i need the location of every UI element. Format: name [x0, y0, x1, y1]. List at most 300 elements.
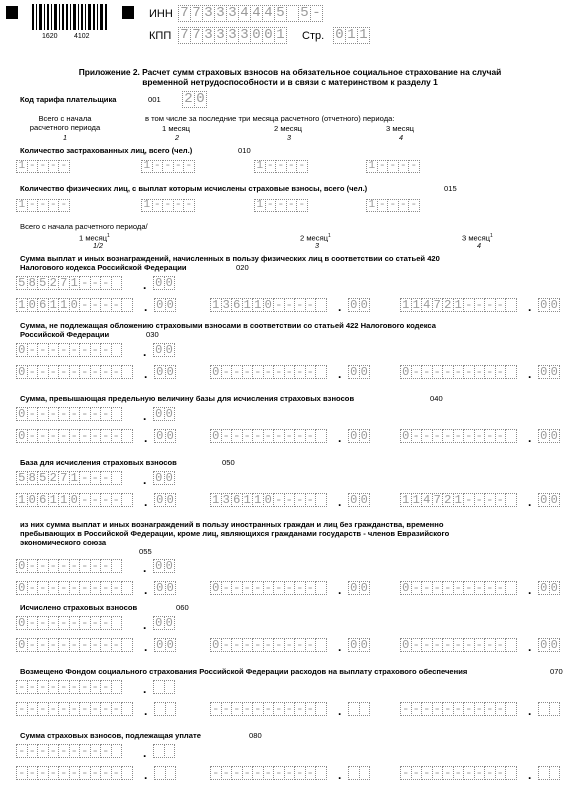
char-cell: -	[48, 616, 60, 630]
char-cell: -	[421, 581, 433, 595]
char-cell: -	[100, 471, 112, 485]
char-cell: 1	[16, 493, 28, 507]
char-cell: 0	[16, 365, 28, 379]
line-050-code: 050	[222, 458, 235, 467]
line-055-month-2-field[interactable]	[210, 581, 326, 595]
line-010-month-2-field[interactable]	[254, 160, 307, 173]
char-cell: 1	[366, 160, 378, 173]
char-cell: 1	[69, 276, 81, 290]
line-015-code: 015	[444, 184, 457, 193]
char-cell: -	[111, 581, 123, 595]
char-cell: 1	[400, 493, 412, 507]
char-cell: 0	[538, 493, 550, 507]
char-cell: 0	[549, 581, 561, 595]
char-cell: 7	[178, 5, 191, 22]
char-cell: 0	[538, 638, 550, 652]
line-030-month-2-field[interactable]	[210, 365, 326, 379]
char-cell: -	[252, 702, 264, 716]
char-cell: -	[90, 493, 102, 507]
char-cell: -	[79, 298, 91, 312]
char-cell: -	[242, 581, 254, 595]
char-cell: -	[37, 766, 49, 780]
barcode-graphic	[30, 4, 110, 30]
char-cell	[164, 680, 176, 694]
char-cell: -	[69, 766, 81, 780]
line-070-total-field[interactable]	[16, 680, 121, 694]
char-cell: -	[183, 199, 195, 212]
char-cell: -	[90, 680, 102, 694]
inn-field[interactable]	[178, 5, 322, 22]
char-cell: -	[495, 365, 507, 379]
char-cell: -	[263, 766, 275, 780]
line-030-month-1-kopecks-field[interactable]	[154, 365, 175, 379]
line-040-month-1-kopecks-field[interactable]	[154, 429, 175, 443]
char-cell: 0	[549, 429, 561, 443]
line-030-label-1: Сумма, не подлежащая обложению страховыми взносами в соответствии со статьей 422 Налогового кодекса	[20, 321, 436, 330]
char-cell: 0	[16, 407, 28, 421]
char-cell: -	[474, 581, 486, 595]
char-cell	[505, 638, 517, 652]
char-cell: -	[48, 559, 60, 573]
char-cell	[111, 559, 123, 573]
line-020-month-2-field[interactable]	[210, 298, 326, 312]
line-060-month-2-kopecks-field[interactable]	[348, 638, 369, 652]
char-cell: -	[58, 160, 70, 173]
char-cell: 0	[549, 493, 561, 507]
char-cell: -	[273, 702, 285, 716]
char-cell: 0	[153, 616, 165, 630]
period-total-line-1: Всего с начала	[38, 114, 92, 123]
char-cell: -	[252, 365, 264, 379]
line-055-month-3-field[interactable]	[400, 581, 516, 595]
line-060-month-2-field[interactable]	[210, 638, 326, 652]
char-cell: -	[305, 638, 317, 652]
line-040-month-2-kopecks-field[interactable]	[348, 429, 369, 443]
char-cell: -	[111, 429, 123, 443]
char-cell: 0	[165, 298, 177, 312]
line-015-total-field[interactable]	[16, 199, 69, 212]
char-cell: 1	[242, 298, 254, 312]
char-cell: -	[484, 365, 496, 379]
line-050-month-3-kopecks-field[interactable]	[538, 493, 559, 507]
char-cell: -	[463, 493, 475, 507]
char-cell: -	[100, 581, 112, 595]
title-line-1: Приложение 2. Расчет сумм страховых взносов на обязательное социальное страхование на случай	[78, 67, 502, 77]
char-cell: 1	[453, 298, 465, 312]
char-cell	[121, 766, 133, 780]
line-020-month-1-kopecks-field[interactable]	[154, 298, 175, 312]
char-cell: -	[411, 581, 423, 595]
char-cell: -	[16, 702, 28, 716]
char-cell: 0	[154, 638, 166, 652]
char-cell	[111, 680, 123, 694]
char-cell: -	[305, 493, 317, 507]
kpp-field[interactable]	[178, 27, 286, 44]
char-cell: 1	[411, 493, 423, 507]
char-cell: -	[432, 766, 444, 780]
char-cell: 0	[348, 429, 360, 443]
char-cell: -	[411, 365, 423, 379]
char-cell: -	[210, 766, 222, 780]
char-cell: -	[69, 744, 81, 758]
line-080-code: 080	[249, 731, 262, 740]
char-cell: -	[273, 766, 285, 780]
char-cell: -	[48, 160, 60, 173]
char-cell: -	[27, 680, 39, 694]
line-070-month-2-kopecks-field[interactable]	[348, 702, 369, 716]
char-cell: -	[408, 160, 420, 173]
char-cell: -	[484, 638, 496, 652]
line-030-month-2-kopecks-field[interactable]	[348, 365, 369, 379]
line-070-total-kopecks-field[interactable]	[153, 680, 174, 694]
char-cell: -	[37, 744, 49, 758]
line-055-label-3: экономического союза	[20, 538, 107, 547]
char-cell: -	[48, 766, 60, 780]
char-cell: -	[284, 581, 296, 595]
char-cell: 6	[231, 298, 243, 312]
decimal-point: .	[528, 495, 532, 509]
line-055-total-kopecks-field[interactable]	[153, 559, 174, 573]
char-cell: 0	[210, 638, 222, 652]
char-cell: -	[48, 429, 60, 443]
char-cell: 0	[400, 365, 412, 379]
char-cell: 0	[210, 429, 222, 443]
char-cell: -	[463, 766, 475, 780]
period2-month-1-sup: 1	[107, 233, 110, 239]
char-cell: -	[27, 199, 39, 212]
char-cell	[111, 276, 123, 290]
char-cell: -	[27, 581, 39, 595]
char-cell: 0	[154, 581, 166, 595]
line-040-total-field[interactable]	[16, 407, 121, 421]
char-cell: 4	[421, 493, 433, 507]
char-cell: -	[100, 744, 112, 758]
char-cell: 0	[165, 638, 177, 652]
tariff-field[interactable]	[182, 91, 206, 108]
char-cell: -	[442, 429, 454, 443]
char-cell	[505, 298, 517, 312]
char-cell: -	[284, 493, 296, 507]
line-020-month-3-field[interactable]	[400, 298, 516, 312]
char-cell: -	[58, 616, 70, 630]
char-cell: 1	[58, 493, 70, 507]
char-cell: -	[90, 407, 102, 421]
period2-total-label: Всего с начала расчетного периода/	[20, 222, 148, 231]
char-cell: -	[100, 343, 112, 357]
line-030-month-1-field[interactable]	[16, 365, 132, 379]
char-cell: 1	[69, 471, 81, 485]
line-080-month-1-field[interactable]	[16, 766, 132, 780]
char-cell: 0	[165, 581, 177, 595]
decimal-point: .	[144, 640, 148, 654]
line-020-month-3-kopecks-field[interactable]	[538, 298, 559, 312]
char-cell: -	[37, 429, 49, 443]
col-num-2: 2	[175, 133, 179, 142]
char-cell: -	[79, 638, 91, 652]
line-080-month-2-kopecks-field[interactable]	[348, 766, 369, 780]
char-cell: 0	[154, 429, 166, 443]
line-030-total-field[interactable]	[16, 343, 121, 357]
line-040-total-kopecks-field[interactable]	[153, 407, 174, 421]
line-055-month-3-kopecks-field[interactable]	[538, 581, 559, 595]
char-cell: 1	[48, 493, 60, 507]
char-cell: -	[58, 766, 70, 780]
char-cell: 5	[274, 5, 287, 22]
char-cell: 1	[366, 199, 378, 212]
char-cell: 1	[254, 199, 266, 212]
char-cell: -	[294, 581, 306, 595]
decimal-point: .	[338, 431, 342, 445]
char-cell	[505, 702, 517, 716]
line-040-month-3-kopecks-field[interactable]	[538, 429, 559, 443]
char-cell	[111, 616, 123, 630]
line-060-total-kopecks-field[interactable]	[153, 616, 174, 630]
char-cell: -	[377, 160, 389, 173]
period2-month-3-text: 3 месяц	[462, 233, 491, 243]
line-050-month-2-kopecks-field[interactable]	[348, 493, 369, 507]
char-cell: -	[90, 766, 102, 780]
char-cell: 6	[37, 493, 49, 507]
line-030-month-3-kopecks-field[interactable]	[538, 365, 559, 379]
line-010-month-1-field[interactable]	[141, 160, 194, 173]
char-cell: -	[100, 429, 112, 443]
col-num-3: 3	[287, 133, 291, 142]
decimal-point: .	[528, 640, 532, 654]
char-cell: -	[305, 702, 317, 716]
line-060-month-1-kopecks-field[interactable]	[154, 638, 175, 652]
char-cell: -	[90, 365, 102, 379]
char-cell: -	[411, 702, 423, 716]
char-cell: -	[79, 702, 91, 716]
char-cell: -	[305, 429, 317, 443]
line-030-month-3-field[interactable]	[400, 365, 516, 379]
char-cell: 4	[238, 5, 251, 22]
char-cell: -	[69, 559, 81, 573]
char-cell: -	[221, 429, 233, 443]
line-055-month-1-field[interactable]	[16, 581, 132, 595]
char-cell: -	[27, 559, 39, 573]
line-020-month-1-field[interactable]	[16, 298, 132, 312]
char-cell: -	[16, 766, 28, 780]
line-055-month-2-kopecks-field[interactable]	[348, 581, 369, 595]
decimal-point: .	[338, 495, 342, 509]
char-cell: -	[432, 638, 444, 652]
line-040-month-1-field[interactable]	[16, 429, 132, 443]
line-050-month-3-field[interactable]	[400, 493, 516, 507]
line-040-month-2-field[interactable]	[210, 429, 326, 443]
char-cell: 4	[250, 5, 263, 22]
char-cell: -	[265, 160, 277, 173]
char-cell: -	[79, 616, 91, 630]
char-cell: -	[16, 680, 28, 694]
period2-month-2-sup: 1	[328, 233, 331, 239]
char-cell: -	[27, 407, 39, 421]
line-080-month-3-kopecks-field[interactable]	[538, 766, 559, 780]
line-030-total-kopecks-field[interactable]	[153, 343, 174, 357]
line-020-total-kopecks-field[interactable]	[153, 276, 174, 290]
line-020-total-field[interactable]	[16, 276, 121, 290]
barcode	[30, 4, 110, 30]
char-cell: -	[221, 766, 233, 780]
char-cell: -	[37, 702, 49, 716]
char-cell: 7	[432, 493, 444, 507]
char-cell	[121, 638, 133, 652]
line-070-month-1-field[interactable]	[16, 702, 132, 716]
decimal-point: .	[338, 640, 342, 654]
char-cell: -	[421, 365, 433, 379]
line-080-total-kopecks-field[interactable]	[153, 744, 174, 758]
char-cell: -	[100, 702, 112, 716]
char-cell: -	[453, 429, 465, 443]
line-060-total-field[interactable]	[16, 616, 121, 630]
char-cell: -	[453, 365, 465, 379]
char-cell: -	[90, 638, 102, 652]
col-num-1: 1	[63, 133, 67, 142]
char-cell: -	[90, 702, 102, 716]
line-040-month-3-field[interactable]	[400, 429, 516, 443]
char-cell: -	[432, 365, 444, 379]
line-010-month-3-field[interactable]	[366, 160, 419, 173]
char-cell: -	[37, 365, 49, 379]
line-070-month-3-field[interactable]	[400, 702, 516, 716]
barcode-number-right: 4102	[74, 33, 90, 40]
barcode-number-left: 1620	[42, 33, 58, 40]
char-cell: 0	[549, 365, 561, 379]
line-020-month-2-kopecks-field[interactable]	[348, 298, 369, 312]
char-cell: -	[400, 702, 412, 716]
decimal-point: .	[144, 300, 148, 314]
char-cell	[315, 365, 327, 379]
line-050-month-1-kopecks-field[interactable]	[154, 493, 175, 507]
char-cell: 6	[37, 298, 49, 312]
line-070-month-2-field[interactable]	[210, 702, 326, 716]
char-cell: -	[69, 429, 81, 443]
line-015-month-1-field[interactable]	[141, 199, 194, 212]
line-015-month-2-field[interactable]	[254, 199, 307, 212]
char-cell: 0	[250, 27, 263, 44]
char-cell: 1	[16, 160, 28, 173]
char-cell: -	[242, 638, 254, 652]
char-cell: -	[284, 365, 296, 379]
char-cell: 0	[538, 429, 550, 443]
page-field[interactable]	[333, 27, 369, 44]
char-cell: 0	[16, 616, 28, 630]
line-050-month-2-field[interactable]	[210, 493, 326, 507]
char-cell: 4	[262, 5, 275, 22]
char-cell: -	[173, 199, 185, 212]
line-080-month-1-kopecks-field[interactable]	[154, 766, 175, 780]
char-cell: 0	[210, 365, 222, 379]
line-010-label: Количество застрахованных лиц, всего (чел.)	[20, 146, 193, 155]
char-cell: -	[100, 616, 112, 630]
char-cell: -	[495, 702, 507, 716]
decimal-point: .	[528, 300, 532, 314]
char-cell	[549, 702, 561, 716]
char-cell: -	[221, 581, 233, 595]
char-cell: -	[100, 365, 112, 379]
char-cell: -	[474, 766, 486, 780]
line-010-total-field[interactable]	[16, 160, 69, 173]
line-050-month-1-field[interactable]	[16, 493, 132, 507]
char-cell: -	[242, 702, 254, 716]
decimal-point: .	[144, 583, 148, 597]
char-cell: 0	[549, 298, 561, 312]
char-cell: 0	[27, 493, 39, 507]
decimal-point: .	[528, 431, 532, 445]
line-060-month-3-field[interactable]	[400, 638, 516, 652]
line-080-month-2-field[interactable]	[210, 766, 326, 780]
char-cell: -	[421, 766, 433, 780]
line-055-total-field[interactable]	[16, 559, 121, 573]
char-cell: -	[27, 638, 39, 652]
char-cell: -	[58, 343, 70, 357]
char-cell: 3	[202, 27, 215, 44]
char-cell: -	[231, 365, 243, 379]
char-cell	[315, 766, 327, 780]
line-050-total-kopecks-field[interactable]	[153, 471, 174, 485]
line-080-total-field[interactable]	[16, 744, 121, 758]
char-cell: -	[484, 429, 496, 443]
char-cell: 0	[348, 493, 360, 507]
char-cell: -	[162, 199, 174, 212]
char-cell: -	[411, 638, 423, 652]
period2-month-3-sup: 1	[490, 233, 493, 239]
char-cell	[121, 298, 133, 312]
line-015-month-3-field[interactable]	[366, 199, 419, 212]
line-060-month-1-field[interactable]	[16, 638, 132, 652]
char-cell: -	[48, 199, 60, 212]
char-cell: -	[484, 581, 496, 595]
line-040-code: 040	[430, 394, 443, 403]
line-020-code: 020	[236, 263, 249, 272]
char-cell: -	[284, 298, 296, 312]
char-cell: -	[58, 680, 70, 694]
char-cell: -	[242, 429, 254, 443]
char-cell: 0	[153, 407, 165, 421]
line-060-month-3-kopecks-field[interactable]	[538, 638, 559, 652]
char-cell: -	[221, 638, 233, 652]
line-070-month-3-kopecks-field[interactable]	[538, 702, 559, 716]
decimal-point: .	[143, 561, 147, 575]
line-080-month-3-field[interactable]	[400, 766, 516, 780]
char-cell: -	[69, 616, 81, 630]
char-cell: 2	[48, 276, 60, 290]
char-cell: 0	[333, 27, 346, 44]
char-cell: 2	[442, 298, 454, 312]
line-030-code: 030	[146, 330, 159, 339]
char-cell: -	[273, 429, 285, 443]
char-cell: -	[27, 744, 39, 758]
char-cell: -	[286, 199, 298, 212]
char-cell: -	[90, 581, 102, 595]
line-055-month-1-kopecks-field[interactable]	[154, 581, 175, 595]
char-cell: -	[231, 766, 243, 780]
char-cell: 0	[16, 429, 28, 443]
char-cell: -	[263, 365, 275, 379]
char-cell: -	[183, 160, 195, 173]
char-cell: -	[79, 365, 91, 379]
char-cell: -	[69, 343, 81, 357]
month-3-label: 3 месяц	[386, 124, 415, 133]
line-070-label-1: Возмещено Фондом социального страхования Российской Федерации расходов на выплату страхового обеспечения	[20, 667, 468, 676]
char-cell: 1	[357, 27, 370, 44]
char-cell: -	[442, 581, 454, 595]
line-050-total-field[interactable]	[16, 471, 121, 485]
char-cell: 0	[153, 471, 165, 485]
char-cell: -	[463, 429, 475, 443]
line-070-month-1-kopecks-field[interactable]	[154, 702, 175, 716]
char-cell: -	[453, 702, 465, 716]
